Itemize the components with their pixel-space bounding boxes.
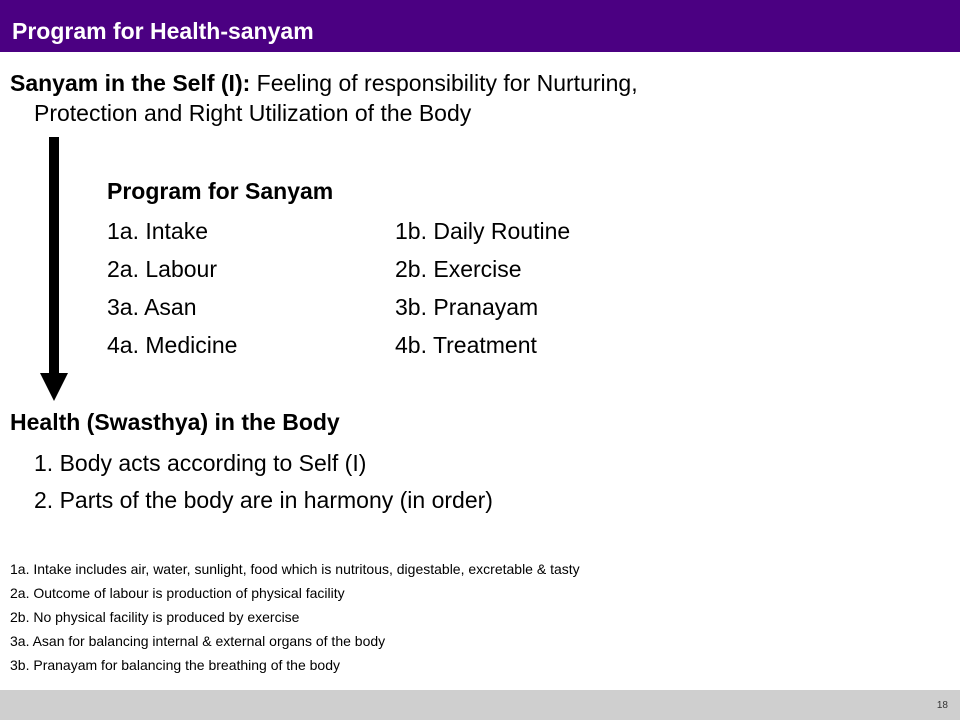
title-bar [0, 0, 960, 52]
footnotes [10, 559, 580, 679]
health-list [34, 450, 493, 524]
intro-line-1-text: Feeling of responsibility for Nurturing, [250, 70, 638, 96]
program-item: 3b. Pranayam [395, 294, 539, 320]
footnote: 3b. Pranayam for balancing the breathing of the body [10, 657, 340, 673]
health-item: 2. Parts of the body are in harmony (in order) [34, 487, 493, 513]
intro-line-1 [10, 68, 910, 98]
footer-bar [0, 690, 960, 720]
program-item: 1b. Daily Routine [395, 218, 571, 244]
footnote: 2a. Outcome of labour is production of physical facility [10, 585, 345, 601]
footnote: 1a. Intake includes air, water, sunlight, food which is nutritous, digestable, excretable & tasty [10, 561, 580, 577]
program-item: 4a. Medicine [107, 332, 238, 358]
program-item: 4b. Treatment [395, 332, 537, 358]
program-item: 3a. Asan [107, 294, 197, 320]
program-item: 1a. Intake [107, 218, 209, 244]
footnote: 2b. No physical facility is produced by exercise [10, 609, 300, 625]
down-arrow-icon [40, 137, 68, 401]
slide-title: Program for Health-sanyam [12, 18, 314, 44]
intro-statement [10, 68, 910, 128]
footnote: 3a. Asan for balancing internal & external organs of the body [10, 633, 386, 649]
intro-line-2: Protection and Right Utilization of the Body [34, 100, 472, 126]
page-number: 18 [936, 700, 948, 711]
program-item: 2a. Labour [107, 256, 217, 282]
intro-bold-label: Sanyam in the Self (I): [10, 70, 251, 96]
program-heading: Program for Sanyam [107, 178, 334, 204]
health-item: 1. Body acts according to Self (I) [34, 450, 367, 476]
program-item: 2b. Exercise [395, 256, 522, 282]
health-heading: Health (Swasthya) in the Body [10, 409, 340, 435]
